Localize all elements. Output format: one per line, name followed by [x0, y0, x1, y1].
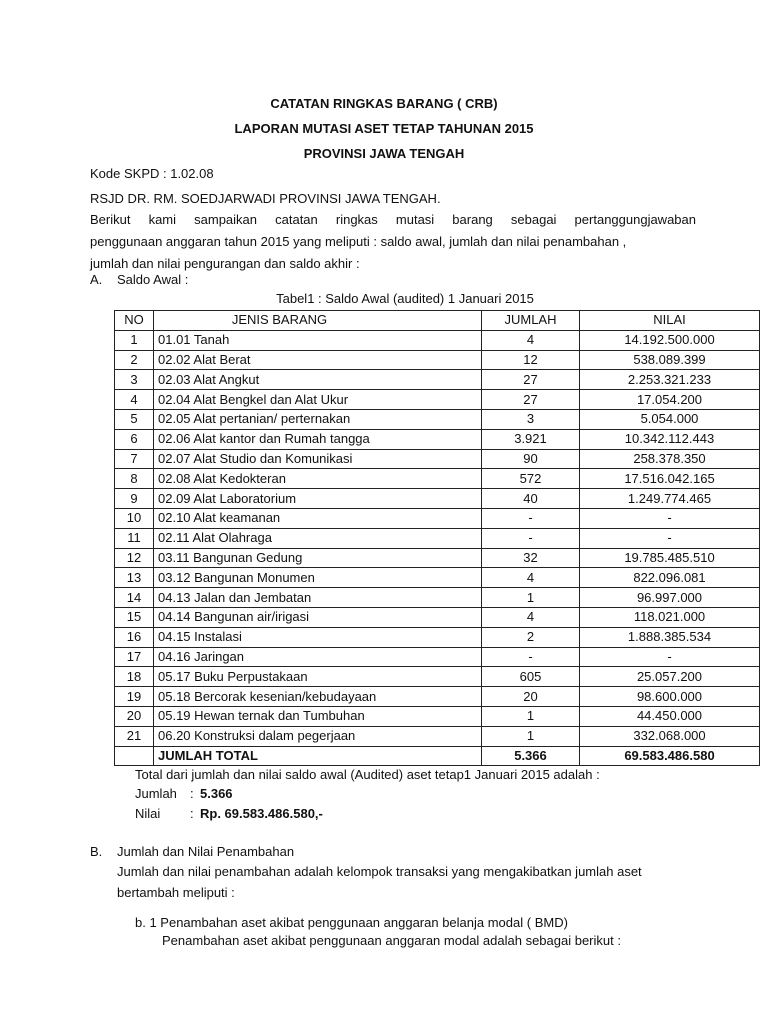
row-jenis-cell: 02.09 Alat Laboratorium — [154, 489, 482, 509]
row-nilai-cell: 25.057.200 — [580, 667, 760, 687]
table-caption: Tabel1 : Saldo Awal (audited) 1 Januari 2015 — [276, 291, 534, 306]
kode-skpd: Kode SKPD : 1.02.08 — [90, 166, 214, 181]
row-jenis-cell: 03.11 Bangunan Gedung — [154, 548, 482, 568]
table-row — [115, 726, 760, 746]
intro-line-2: penggunaan anggaran tahun 2015 yang meliputi : saldo awal, jumlah dan nilai penambahan , — [90, 234, 627, 249]
summary-nilai-sep: : — [190, 806, 194, 821]
row-jenis-cell: 04.14 Bangunan air/irigasi — [154, 607, 482, 627]
row-nilai-cell: 44.450.000 — [580, 706, 760, 726]
table-body — [115, 330, 760, 746]
row-nilai-cell: 19.785.485.510 — [580, 548, 760, 568]
table-row — [115, 390, 760, 410]
row-nilai-cell: - — [580, 508, 760, 528]
instansi-name: RSJD DR. RM. SOEDJARWADI PROVINSI JAWA TENGAH. — [90, 191, 441, 206]
row-nilai-cell: 1.888.385.534 — [580, 627, 760, 647]
section-b-title: Jumlah dan Nilai Penambahan — [117, 844, 295, 859]
summary-jumlah-value: 5.366 — [200, 786, 233, 801]
table-row — [115, 706, 760, 726]
row-jenis-cell: 02.02 Alat Berat — [154, 350, 482, 370]
row-no-cell: 3 — [115, 370, 154, 390]
row-no-cell: 7 — [115, 449, 154, 469]
table-row — [115, 449, 760, 469]
row-jenis-cell: 05.19 Hewan ternak dan Tumbuhan — [154, 706, 482, 726]
table-row — [115, 489, 760, 509]
row-nilai-cell: - — [580, 647, 760, 667]
section-b-desc-1: Jumlah dan nilai penambahan adalah kelompok transaksi yang mengakibatkan jumlah aset — [117, 864, 642, 879]
table-row — [115, 588, 760, 608]
doc-title: CATATAN RINGKAS BARANG ( CRB) — [270, 96, 498, 111]
row-no-cell: 15 — [115, 607, 154, 627]
row-jumlah-cell: 27 — [482, 370, 580, 390]
section-a-title: Saldo Awal : — [117, 272, 189, 287]
row-jumlah-cell: 3 — [482, 409, 580, 429]
table-row — [115, 469, 760, 489]
total-label: JUMLAH TOTAL — [154, 746, 482, 766]
row-nilai-cell: - — [580, 528, 760, 548]
row-jenis-cell: 04.16 Jaringan — [154, 647, 482, 667]
row-no-cell: 1 — [115, 330, 154, 350]
row-jumlah-cell: 1 — [482, 706, 580, 726]
section-a-marker: A. — [90, 272, 103, 287]
row-jenis-cell: 02.11 Alat Olahraga — [154, 528, 482, 548]
row-nilai-cell: 17.516.042.165 — [580, 469, 760, 489]
intro-line-1: Berikut kami sampaikan catatan ringkas mutasi barang sebagai pertanggungjawaban — [90, 212, 696, 227]
row-jenis-cell: 02.06 Alat kantor dan Rumah tangga — [154, 429, 482, 449]
row-no-cell: 2 — [115, 350, 154, 370]
row-jumlah-cell: 32 — [482, 548, 580, 568]
row-jumlah-cell: - — [482, 508, 580, 528]
row-no-cell: 13 — [115, 568, 154, 588]
header-jenis: JENIS BARANG — [154, 311, 482, 331]
row-jenis-cell: 02.04 Alat Bengkel dan Alat Ukur — [154, 390, 482, 410]
section-b-marker: B. — [90, 844, 103, 859]
row-jumlah-cell: 3.921 — [482, 429, 580, 449]
row-no-cell: 18 — [115, 667, 154, 687]
row-nilai-cell: 14.192.500.000 — [580, 330, 760, 350]
summary-nilai-value: Rp. 69.583.486.580,- — [200, 806, 323, 821]
summary-jumlah-sep: : — [190, 786, 194, 801]
table-row — [115, 568, 760, 588]
doc-subtitle: LAPORAN MUTASI ASET TETAP TAHUNAN 2015 — [234, 121, 534, 136]
row-jenis-cell: 02.03 Alat Angkut — [154, 370, 482, 390]
table-row — [115, 667, 760, 687]
row-jenis-cell: 01.01 Tanah — [154, 330, 482, 350]
row-jenis-cell: 04.15 Instalasi — [154, 627, 482, 647]
section-b-desc-2: bertambah meliputi : — [117, 885, 235, 900]
row-jumlah-cell: 1 — [482, 588, 580, 608]
row-jumlah-cell: - — [482, 647, 580, 667]
row-jumlah-cell: 12 — [482, 350, 580, 370]
row-no-cell: 4 — [115, 390, 154, 410]
table-row — [115, 607, 760, 627]
table-row — [115, 429, 760, 449]
row-no-cell: 9 — [115, 489, 154, 509]
row-no-cell: 5 — [115, 409, 154, 429]
row-jenis-cell: 03.12 Bangunan Monumen — [154, 568, 482, 588]
intro-paragraph — [90, 209, 696, 275]
row-no-cell: 20 — [115, 706, 154, 726]
row-jumlah-cell: 4 — [482, 607, 580, 627]
row-no-cell: 16 — [115, 627, 154, 647]
table-row — [115, 627, 760, 647]
header-no: NO — [115, 311, 154, 331]
row-no-cell: 11 — [115, 528, 154, 548]
row-no-cell: 10 — [115, 508, 154, 528]
row-jumlah-cell: 90 — [482, 449, 580, 469]
row-jumlah-cell: - — [482, 528, 580, 548]
table-row — [115, 370, 760, 390]
table-row — [115, 508, 760, 528]
row-jenis-cell: 02.05 Alat pertanian/ perternakan — [154, 409, 482, 429]
row-nilai-cell: 17.054.200 — [580, 390, 760, 410]
row-no-cell: 6 — [115, 429, 154, 449]
row-no-cell: 21 — [115, 726, 154, 746]
table-row — [115, 409, 760, 429]
row-nilai-cell: 332.068.000 — [580, 726, 760, 746]
table-row — [115, 687, 760, 707]
total-no-cell — [115, 746, 154, 766]
subsection-b1-desc: Penambahan aset akibat penggunaan anggaran modal adalah sebagai berikut : — [162, 933, 621, 948]
table-row — [115, 548, 760, 568]
row-no-cell: 12 — [115, 548, 154, 568]
row-no-cell: 8 — [115, 469, 154, 489]
row-jumlah-cell: 27 — [482, 390, 580, 410]
table-row — [115, 528, 760, 548]
row-jenis-cell: 02.07 Alat Studio dan Komunikasi — [154, 449, 482, 469]
row-jumlah-cell: 1 — [482, 726, 580, 746]
row-jumlah-cell: 40 — [482, 489, 580, 509]
row-no-cell: 19 — [115, 687, 154, 707]
header-jumlah: JUMLAH — [482, 311, 580, 331]
row-jumlah-cell: 4 — [482, 568, 580, 588]
table-row — [115, 350, 760, 370]
row-nilai-cell: 258.378.350 — [580, 449, 760, 469]
saldo-awal-table — [114, 310, 760, 766]
row-nilai-cell: 10.342.112.443 — [580, 429, 760, 449]
row-jumlah-cell: 2 — [482, 627, 580, 647]
row-jenis-cell: 06.20 Konstruksi dalam pegerjaan — [154, 726, 482, 746]
row-nilai-cell: 822.096.081 — [580, 568, 760, 588]
table-total-row — [115, 746, 760, 766]
row-nilai-cell: 98.600.000 — [580, 687, 760, 707]
table-row — [115, 330, 760, 350]
doc-region: PROVINSI JAWA TENGAH — [303, 146, 465, 161]
row-nilai-cell: 1.249.774.465 — [580, 489, 760, 509]
total-jumlah: 5.366 — [482, 746, 580, 766]
row-nilai-cell: 96.997.000 — [580, 588, 760, 608]
header-nilai: NILAI — [580, 311, 760, 331]
row-jenis-cell: 04.13 Jalan dan Jembatan — [154, 588, 482, 608]
row-nilai-cell: 2.253.321.233 — [580, 370, 760, 390]
summary-text: Total dari jumlah dan nilai saldo awal (Audited) aset tetap1 Januari 2015 adalah : — [135, 767, 600, 782]
row-nilai-cell: 118.021.000 — [580, 607, 760, 627]
intro-line-3: jumlah dan nilai pengurangan dan saldo akhir : — [90, 256, 360, 271]
row-jenis-cell: 05.17 Buku Perpustakaan — [154, 667, 482, 687]
row-jumlah-cell: 605 — [482, 667, 580, 687]
row-jumlah-cell: 20 — [482, 687, 580, 707]
row-no-cell: 17 — [115, 647, 154, 667]
row-nilai-cell: 5.054.000 — [580, 409, 760, 429]
row-nilai-cell: 538.089.399 — [580, 350, 760, 370]
row-jenis-cell: 02.10 Alat keamanan — [154, 508, 482, 528]
summary-nilai-label: Nilai — [135, 806, 161, 821]
total-nilai: 69.583.486.580 — [580, 746, 760, 766]
row-jumlah-cell: 572 — [482, 469, 580, 489]
summary-jumlah-label: Jumlah — [135, 786, 177, 801]
row-no-cell: 14 — [115, 588, 154, 608]
subsection-b1-title: b. 1 Penambahan aset akibat penggunaan anggaran belanja modal ( BMD) — [135, 915, 568, 930]
table-header-row — [115, 311, 760, 331]
row-jenis-cell: 05.18 Bercorak kesenian/kebudayaan — [154, 687, 482, 707]
row-jenis-cell: 02.08 Alat Kedokteran — [154, 469, 482, 489]
row-jumlah-cell: 4 — [482, 330, 580, 350]
table-row — [115, 647, 760, 667]
